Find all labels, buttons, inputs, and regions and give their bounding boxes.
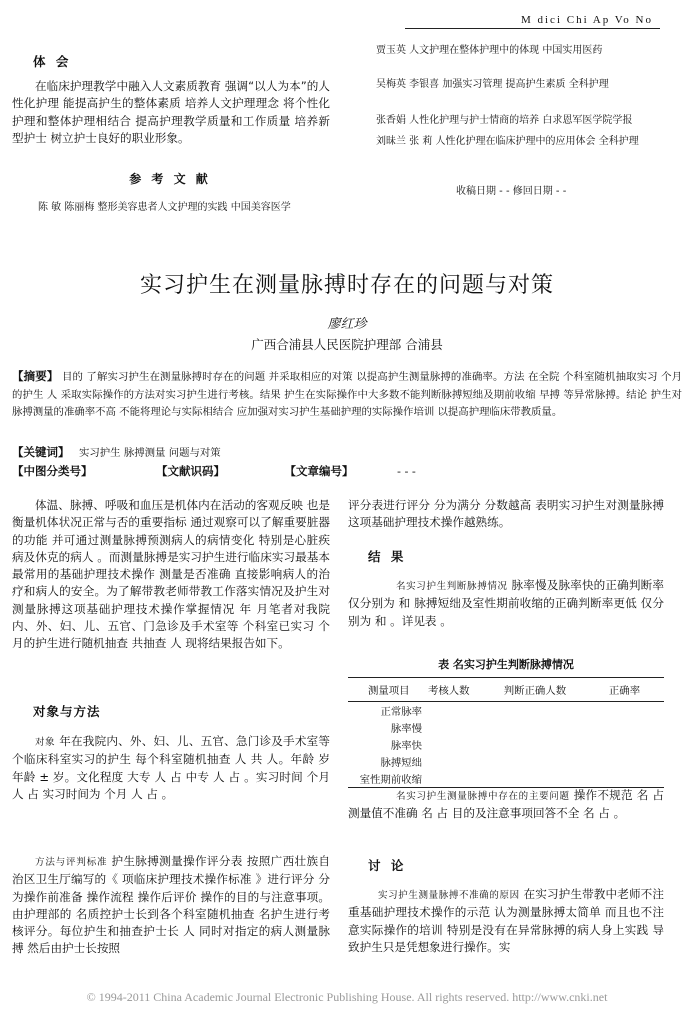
table-row [348,719,664,736]
table-cell: 脉率快 [390,740,422,752]
reference-item: 刘昧兰 张 莉 人性化护理在临床护理中的应用体会 全科护理 [376,136,639,147]
reference-item: 张香娟 人性化护理与护士情商的培养 白求恩军医学院学报 [376,115,633,126]
classification-row [12,463,682,479]
scoring-continued-paragraph: 评分表进行评分 分为满分 分数越高 表明实习护生对测量脉搏这项基础护理技术操作越熟练。 [348,498,664,530]
table-header-cell: 判断正确人数 [498,678,603,702]
table-header-cell: 考核人数 [422,678,498,702]
reference-list-right [376,44,666,162]
method-label: 方法与评判标准 [35,857,108,868]
subjects-paragraph [12,733,330,803]
method-text: 护生脉搏测量操作评分表 按照广西壮族自治区卫生厅编写的《 项临床护理技术操作标准 》进行评分 分为操作前准备 操作流程 操作后评价 操作的目的与注意事项。由护理部的 名质控护士长到各个科室随机抽查 名护生进行考核评分。每位护生和抽查护士长 人 同时对指定的病人测量脉搏 然后由护士长按照 [12,854,330,956]
table-row [348,753,664,770]
abstract-text: 目的 了解实习护生在测量脉搏时存在的问题 并采取相应的对策 以提高护生测量脉搏的准确率。方法 在全院 个科室随机抽取实习 个月的护生 人 采取实际操作的方法对实习护生进行考核。结果 护生在实际操作中大多数不能判断脉搏短绌及期前收缩 早搏 等异常脉搏。结论 护生对脉搏测量的准确率不高 不能将理论与实际相结合 应加强对实习护生基础护理的实际操作培训 以提高护理临床带教质量。 [12,371,682,418]
header-rule [405,28,660,29]
abstract-label: 【摘要】 [12,369,59,383]
table-header-cell: 测量项目 [348,678,422,702]
section-heading-discussion: 讨 论 [368,858,407,873]
table-header-row [348,678,664,702]
reference-item: 陈 敏 陈丽梅 整形美容患者人文护理的实践 中国美容医学 [38,202,291,213]
table-header-cell: 正确率 [603,678,664,702]
conclusion-paragraph: 在临床护理教学中融入人文素质教育 强调“以人为本”的人性化护理 能提高护生的整体素质 培养人文护理理念 将个性化护理和整体护理相结合 提高护理教学质量和工作质量 培养新型护士 树立护士良好的职业形象。 [12,79,330,145]
article-title: 实习护生在测量脉搏时存在的问题与对策 [139,273,554,298]
doc-code-label: 【文献识码】 [156,464,225,478]
table-cell: 脉搏短绌 [380,757,422,769]
abstract [12,368,682,422]
subjects-label: 对象 [35,737,56,748]
discussion-label: 实习护生测量脉搏不准确的原因 [378,890,520,901]
keywords-row [12,444,682,460]
results-paragraph-2 [348,787,664,823]
results-1-text: 脉率慢及脉率快的正确判断率仅分别为 和 脉搏短绌及室性期前收缩的正确判断率更低 仅分别为 和 。详见表 。 [348,578,664,628]
subjects-text: 年在我院内、外、妇、儿、五官、急门诊及手术室等 个临床科室实习的护生 每个科室随机抽查 人 共 人。年龄 岁 年龄 ± 岁。文化程度 大专 人 占 中专 人 占 。实习时间 个月 人 占 实习时间为 个月 人 占 。 [12,734,330,801]
copyright-footer: © 1994-2011 China Academic Journal Electronic Publishing House. All rights reserved. http://www.cnki.net [86,990,608,1004]
table-caption: 表 名实习护生判断脉搏情况 [438,658,574,671]
section-heading-results: 结 果 [368,549,407,564]
results-table [348,677,664,788]
results-2-label: 名实习护生测量脉搏中存在的主要问题 [396,791,570,802]
table-row [348,736,664,753]
results-1-label: 名实习护生判断脉搏情况 [396,581,508,592]
article-id-value: - - - [397,465,416,478]
clc-label: 【中图分类号】 [12,464,93,478]
table-cell: 脉率慢 [390,723,422,735]
keywords-label: 【关键词】 [12,445,70,459]
discussion-text: 在实习护生带教中老师不注重基础护理技术操作的示范 认为测量脉搏太简单 而且也不注意实际操作的培训 特别是没有在异常脉搏的病人身上实践 导致护生只是凭想象进行操作。实 [348,887,664,954]
method-paragraph [12,853,330,958]
keywords-text: 实习护生 脉搏测量 问题与对策 [79,447,221,459]
section-heading-conclusion: 体 会 [33,54,72,69]
section-heading-methods: 对象与方法 [33,704,101,719]
journal-header: M dici Chi Ap Vo No [520,14,653,26]
references-heading: 参 考 文 献 [129,172,211,186]
article-id-label: 【文章编号】 [284,464,354,478]
received-dates: 收稿日期 - - 修回日期 - - [456,186,567,197]
reference-item: 贾玉英 人文护理在整体护理中的体现 中国实用医药 [376,45,603,56]
results-2-text: 操作不规范 名 占 测量值不准确 名 占 目的及注意事项回答不全 名 占 。 [348,788,665,821]
affiliation: 广西合浦县人民医院护理部 合浦县 [251,337,443,352]
discussion-paragraph [348,886,664,956]
intro-paragraph: 体温、脉搏、呼吸和血压是机体内在活动的客观反映 也是衡量机体状况正常与否的重要指标 通过观察可以了解重要脏器的功能 并可通过测量脉搏预测病人的病情变化 特别是心脏疾病及休克的病人 。而测量脉搏是实习护生进行临床实习最基本最常用的基础护理技术操作 测量是否准确 直接影响病人的治疗和病人的安全。为了解带教老师带教工作落实情况及护生对测量脉搏这项基础护理技术操作掌握情况 年 月笔者对我院内、外、妇、儿、五官、门急诊及手术室等 个科室已实习 个月的护生进行随机抽查 共抽查 人 现将结果报告如下。 [12,498,330,651]
results-paragraph-1 [348,577,664,630]
table-cell: 正常脉率 [380,706,422,718]
table-cell: 室性期前收缩 [348,770,422,788]
table-row [348,702,664,720]
author: 廖红珍 [327,317,367,332]
reference-item: 吴梅英 李银喜 加强实习管理 提高护生素质 全科护理 [376,79,609,90]
table-row [348,770,664,788]
